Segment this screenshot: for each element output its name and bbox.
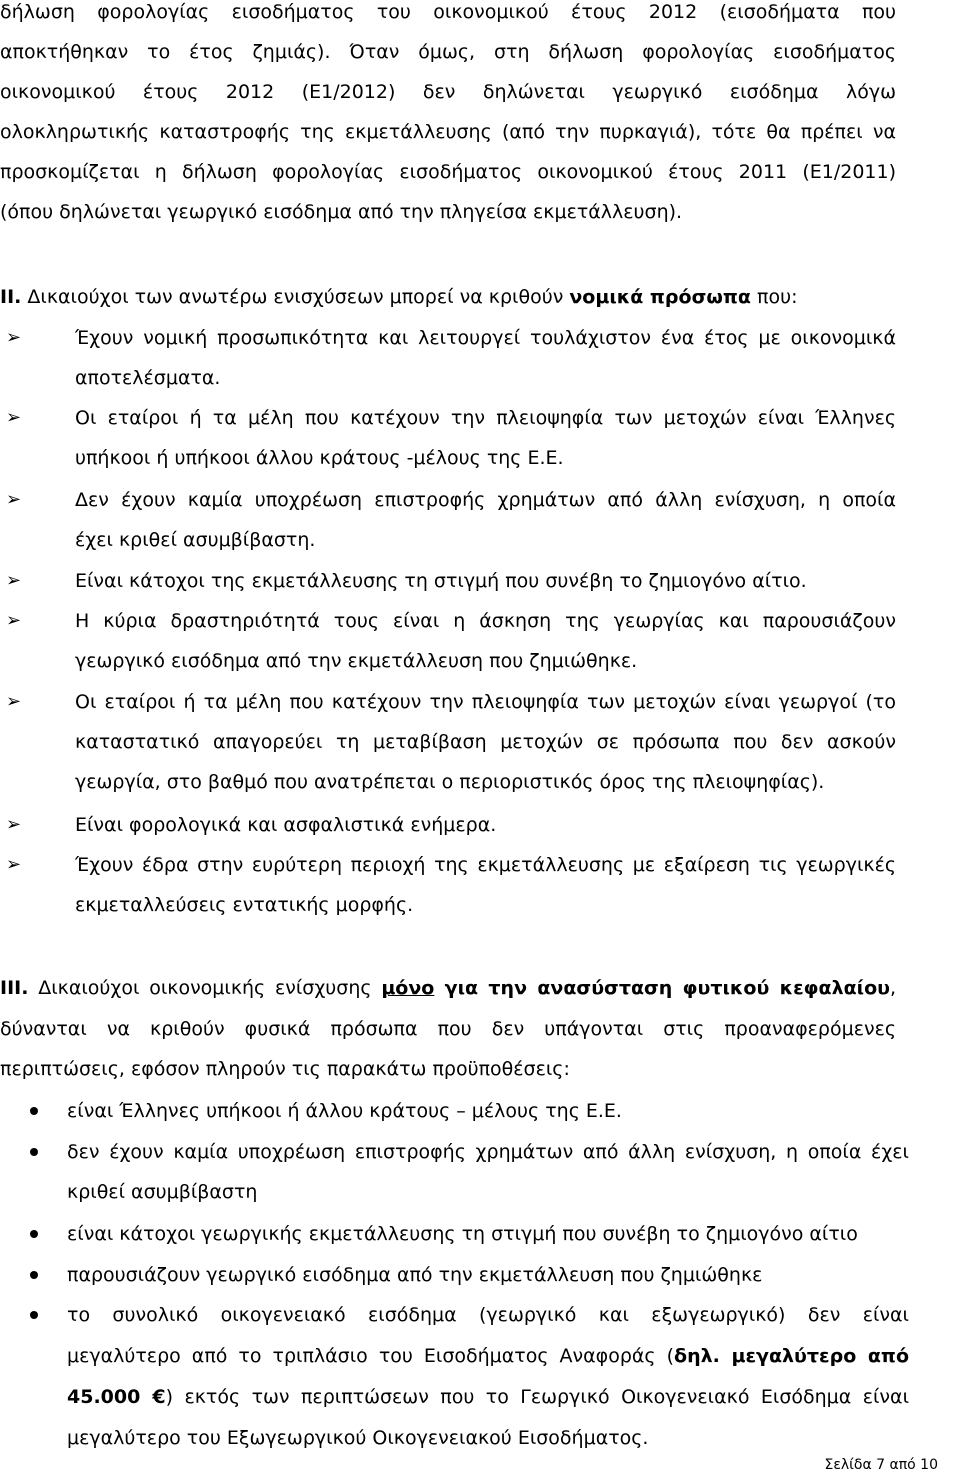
list-item-text: μεγαλύτερο από το τριπλάσιο του Εισοδήματος Αναφοράς ( xyxy=(67,1345,675,1367)
arrow-bullet-icon: ➢ xyxy=(6,570,22,591)
list-item-line: καταστατικό απαγορεύει τη μεταβίβαση μετοχών σε πρόσωπα που δεν ασκούν xyxy=(75,731,896,753)
list-item-line: μεγαλύτερο του Εξωγεωργικού Οικογενειακού Εισοδήματος. xyxy=(67,1427,649,1449)
arrow-bullet-icon: ➢ xyxy=(6,814,22,835)
list-item-line: Οι εταίροι ή τα μέλη που κατέχουν την πλειοψηφία των μετοχών είναι γεωργοί (το xyxy=(75,691,896,713)
list-item-line: το συνολικό οικογενειακό εισόδημα (γεωργικό και εξωγεωργικό) δεν είναι xyxy=(67,1304,909,1326)
section-3-heading-line-3: περιπτώσεις, εφόσον πληρούν τις παρακάτω προϋποθέσεις: xyxy=(0,1058,570,1080)
list-item-line: είναι Έλληνες υπήκοοι ή άλλου κράτους – μέλους της Ε.Ε. xyxy=(67,1100,622,1122)
list-item-line: Έχουν νομική προσωπικότητα και λειτουργεί τουλάχιστον ένα έτος με οικονομικά xyxy=(75,327,896,349)
list-item-line: Η κύρια δραστηριότητά τους είναι η άσκηση της γεωργίας και παρουσιάζουν xyxy=(75,610,896,632)
arrow-bullet-icon: ➢ xyxy=(6,407,22,428)
list-item-line: δεν έχουν καμία υποχρέωση επιστροφής χρημάτων από άλλη ενίσχυση, η οποία έχει xyxy=(67,1141,909,1163)
list-item-line: παρουσιάζουν γεωργικό εισόδημα από την εκμετάλλευση που ζημιώθηκε xyxy=(67,1264,763,1286)
list-item-line: αποτελέσματα. xyxy=(75,367,221,389)
section-3-numeral: III. xyxy=(0,977,29,999)
intro-line-6: (όπου δηλώνεται γεωργικό εισόδημα από την πληγείσα εκμετάλλευση). xyxy=(0,201,683,223)
section-3-heading-pre: Δικαιούχοι οικονομικής ενίσχυσης xyxy=(28,977,382,999)
intro-line-4: ολοκληρωτικής καταστροφής της εκμετάλλευσης (από την πυρκαγιά), τότε θα πρέπει να xyxy=(0,121,896,143)
list-item-line: γεωργία, στο βαθμό που ανατρέπεται ο περιοριστικός όρος της πλειοψηφίας). xyxy=(75,771,825,793)
list-item-line: Οι εταίροι ή τα μέλη που κατέχουν την πλειοψηφία των μετοχών είναι Έλληνες xyxy=(75,407,896,429)
list-item-line: εκμεταλλεύσεις εντατικής μορφής. xyxy=(75,894,414,916)
dot-bullet-icon xyxy=(30,1311,38,1319)
arrow-bullet-icon: ➢ xyxy=(6,691,22,712)
section-3-heading-post: , xyxy=(889,977,897,999)
section-3-heading-underlined: μόνο xyxy=(381,977,435,999)
list-item-line: έχει κριθεί ασυμβίβαστη. xyxy=(75,529,316,551)
section-2-numeral: II. xyxy=(0,286,22,308)
arrow-bullet-icon: ➢ xyxy=(6,854,22,875)
list-item-text: ) εκτός των περιπτώσεων που το Γεωργικό Οικογενειακό Εισόδημα είναι xyxy=(165,1386,909,1408)
arrow-bullet-icon: ➢ xyxy=(6,489,22,510)
list-item-bold-text: δηλ. μεγαλύτερο από xyxy=(674,1345,910,1367)
list-item-line xyxy=(67,1336,909,1376)
section-2-heading-bold: νομικά πρόσωπα xyxy=(569,286,751,308)
section-3-heading xyxy=(0,968,896,1008)
list-item-line: κριθεί ασυμβίβαστη xyxy=(67,1181,258,1203)
dot-bullet-icon xyxy=(30,1148,38,1156)
dot-bullet-icon xyxy=(30,1230,38,1238)
arrow-bullet-icon: ➢ xyxy=(6,327,22,348)
list-item-line xyxy=(67,1377,909,1417)
dot-bullet-icon xyxy=(30,1107,38,1115)
list-item-line: Δεν έχουν καμία υποχρέωση επιστροφής χρημάτων από άλλη ενίσχυση, η οποία xyxy=(75,489,896,511)
section-3-heading-line-2: δύνανται να κριθούν φυσικά πρόσωπα που δεν υπάγονται στις προαναφερόμενες xyxy=(0,1018,896,1040)
dot-bullet-icon xyxy=(30,1271,38,1279)
list-item-line: υπήκοοι ή υπήκοοι άλλου κράτους -μέλους της Ε.Ε. xyxy=(75,447,564,469)
section-2-heading-post: που: xyxy=(750,286,798,308)
list-item-line: είναι κάτοχοι γεωργικής εκμετάλλευσης τη στιγμή που συνέβη το ζημιογόνο αίτιο xyxy=(67,1223,858,1245)
page-number: Σελίδα 7 από 10 xyxy=(824,1457,938,1473)
section-3-heading-bold: για την ανασύσταση φυτικού κεφαλαίου xyxy=(434,977,890,999)
intro-line-2: αποκτήθηκαν το έτος ζημιάς). Όταν όμως, στη δήλωση φορολογίας εισοδήματος xyxy=(0,41,896,63)
section-2-heading-pre: Δικαιούχοι των ανωτέρω ενισχύσεων μπορεί να κριθούν xyxy=(21,286,570,308)
section-2-heading xyxy=(0,277,896,317)
intro-line-3: οικονομικού έτους 2012 (Ε1/2012) δεν δηλώνεται γεωργικό εισόδημα λόγω xyxy=(0,81,896,103)
list-item-line: Είναι κάτοχοι της εκμετάλλευσης τη στιγμή που συνέβη το ζημιογόνο αίτιο. xyxy=(75,570,807,592)
list-item-bold-text: 45.000 € xyxy=(67,1386,166,1408)
list-item-line: Είναι φορολογικά και ασφαλιστικά ενήμερα. xyxy=(75,814,497,836)
list-item-line: γεωργικό εισόδημα από την εκμετάλλευση που ζημιώθηκε. xyxy=(75,650,638,672)
list-item-line: Έχουν έδρα στην ευρύτερη περιοχή της εκμετάλλευσης με εξαίρεση τις γεωργικές xyxy=(75,854,896,876)
intro-line-1: δήλωση φορολογίας εισοδήματος του οικονομικού έτους 2012 (εισοδήματα που xyxy=(0,1,896,23)
arrow-bullet-icon: ➢ xyxy=(6,610,22,631)
intro-line-5: προσκομίζεται η δήλωση φορολογίας εισοδήματος οικονομικού έτους 2011 (Ε1/2011) xyxy=(0,161,896,183)
